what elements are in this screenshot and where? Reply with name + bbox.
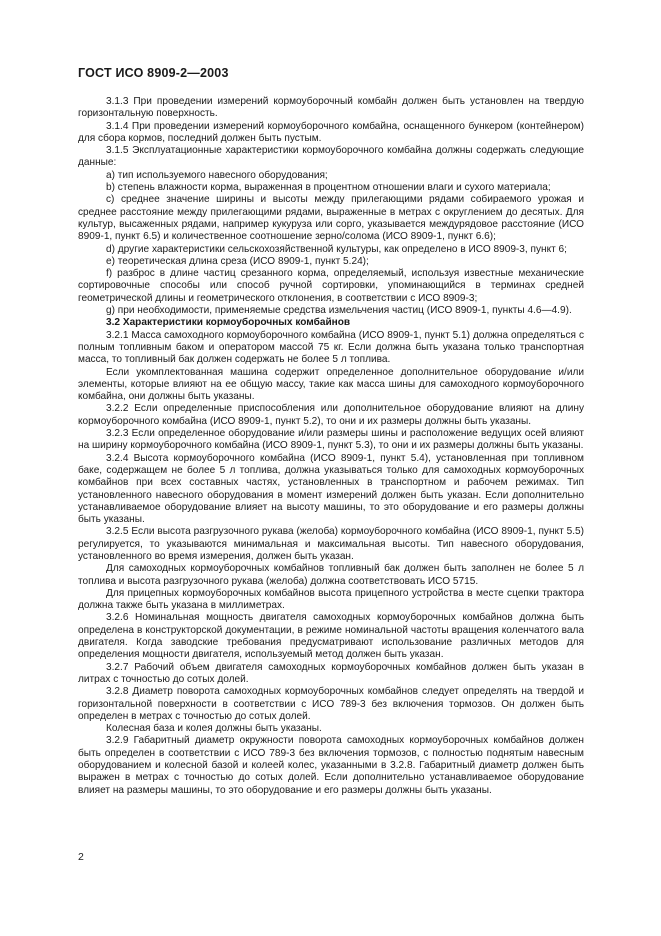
page-number: 2 bbox=[78, 851, 84, 863]
list-item-e: e) теоретическая длина среза (ИСО 8909-1, пункт 5.24); bbox=[106, 255, 369, 267]
paragraph-3-2-1: 3.2.1 Масса самоходного кормоуборочного комбайна (ИСО 8909-1, пункт 5.1) должна определяться с полным топливным баком и оператором массой 75 кг. Если должна быть указана только транспортная масса, то топливный бак должен содержать не более 5 л топлива. bbox=[78, 329, 584, 366]
list-item-f: f) разброс в длине частиц срезанного корма, определяемый, используя известные механические сортировочные способы или способ ручной сортировки, упоминающийся в терминах средней геометрической длины и геометрического отклонения, в соответствии с ИСО 8909-3; bbox=[78, 268, 584, 304]
paragraph-3-1-3: 3.1.3 При проведении измерений кормоуборочный комбайн должен быть установлен на твердую горизонтальную поверхность. bbox=[78, 96, 584, 120]
paragraph-3-2-8: 3.2.8 Диаметр поворота самоходных кормоуборочных комбайнов следует определять на твердой и горизонтальной поверхности в соответствии с ИСО 789-3 без включения тормозов. Он должен быть определен в метрах с точностью до сотых долей. bbox=[78, 686, 584, 722]
paragraph-3-2-9: 3.2.9 Габаритный диаметр окружности поворота самоходных кормоуборочных комбайнов должен быть определен в соответствии с ИСО 789-3 без включения тормозов, с полностью поднятым навесным оборудованием и колесной базой и колеей колес, указанными в 3.2.8. Габаритный диаметр должен быть выражен в метрах с точностью до сотых долей. Если дополнительно устанавливаемое оборудование влияет на размеры машины, то это оборудование и его размеры должны быть указаны. bbox=[78, 735, 584, 796]
list-item-c: c) среднее значение ширины и высоты между прилегающими рядами собираемого урожая и среднее расстояние между прилегающими рядами, выраженные в метрах с округлением до десятых. Для культур, высаженных рядами, например кукуруза или сорго, указывается междурядовое расстояние (ИСО 8909-1, пункт 6.5) и количественное соотношение зерно/солома (ИСО 8909-1, пункт 6.6); bbox=[78, 194, 584, 243]
paragraph-3-2-1-extra: Если укомплектованная машина содержит определенное дополнительное оборудование и/или элементы, которые влияют на ее общую массу, такие как масса шины для самоходного кормоуборочного комбайна, они должны быть указаны. bbox=[78, 366, 584, 403]
paragraph-3-2-3: 3.2.3 Если определенное оборудование и/или размеры шины и расположение ведущих осей влияют на ширину кормоуборочного комбайна (ИСО 8909-1, пункт 5.3), то они и их размеры должны быть указаны. bbox=[78, 428, 584, 452]
list-item-g: g) при необходимости, применяемые средства измельчения частиц (ИСО 8909-1, пункты 4.6—4.9). bbox=[106, 305, 572, 317]
paragraph-3-2-5: 3.2.5 Если высота разгрузочного рукава (желоба) кормоуборочного комбайна (ИСО 8909-1, пункт 5.5) регулируется, то указываются минимальная и максимальная высоты. Тип навесного оборудования, установленного во время измерения, должен быть указан. bbox=[78, 526, 584, 562]
paragraph-3-2-5-trailed: Для прицепных кормоуборочных комбайнов высота прицепного устройства в месте сцепки трактора должна также быть указана в миллиметрах. bbox=[78, 587, 584, 612]
paragraph-3-1-5: 3.1.5 Эксплуатационные характеристики кормоуборочного комбайна должны содержать следующие данные: bbox=[78, 145, 584, 169]
page-header-title: ГОСТ ИСО 8909-2—2003 bbox=[78, 66, 229, 80]
paragraph-3-2-5-selfpropelled: Для самоходных кормоуборочных комбайнов топливный бак должен быть заполнен не более 5 л топлива и высота разгрузочного рукава (желоба) должна соответствовать ИСО 5715. bbox=[78, 563, 584, 587]
paragraph-3-1-4: 3.1.4 При проведении измерений кормоуборочного комбайна, оснащенного бункером (контейнером) для сбора кормов, последний должен быть пустым. bbox=[78, 120, 584, 144]
paragraph-3-2-6: 3.2.6 Номинальная мощность двигателя самоходных кормоуборочных комбайнов должна быть определена в конструкторской документации, в режиме номинальной частоты вращения коленчатого вала двигателя. Когда заводские требования предусматривают использование различных методов для определения мощности двигателя, используемый метод должен быть указан. bbox=[78, 612, 584, 661]
paragraph-3-2-4: 3.2.4 Высота кормоуборочного комбайна (ИСО 8909-1, пункт 5.4), установленная при топливном баке, содержащем не более 5 л топлива, должна указываться только для самоходных кормоуборочных комбайнов при всех составных частях, установленных в транспортном и рабочем режимах. Тип установленного навесного оборудования в момент измерений должен быть указан. Если дополнительно устанавливаемое оборудование влияет на высоту машины, то это оборудование и его размеры должны быть указаны. bbox=[78, 452, 584, 526]
list-item-a: a) тип используемого навесного оборудования; bbox=[106, 169, 328, 181]
list-item-b: b) степень влажности корма, выраженная в процентном отношении влаги и сухого материала; bbox=[106, 182, 551, 194]
list-item-d: d) другие характеристики сельскохозяйственной культуры, как определено в ИСО 8909-3, пункт 6; bbox=[106, 243, 567, 255]
section-heading-3-2: 3.2 Характеристики кормоуборочных комбайнов bbox=[106, 317, 351, 329]
document-body bbox=[78, 96, 584, 797]
paragraph-3-2-2: 3.2.2 Если определенные приспособления или дополнительное оборудование влияют на длину кормоуборочного комбайна (ИСО 8909-1, пункт 5.2), то они и их размеры должны быть указаны. bbox=[78, 403, 584, 427]
paragraph-3-2-7: 3.2.7 Рабочий объем двигателя самоходных кормоуборочных комбайнов должен быть указан в литрах с точностью до сотых долей. bbox=[78, 661, 584, 685]
paragraph-3-2-8-wheelbase: Колесная база и колея должны быть указаны. bbox=[106, 723, 322, 735]
